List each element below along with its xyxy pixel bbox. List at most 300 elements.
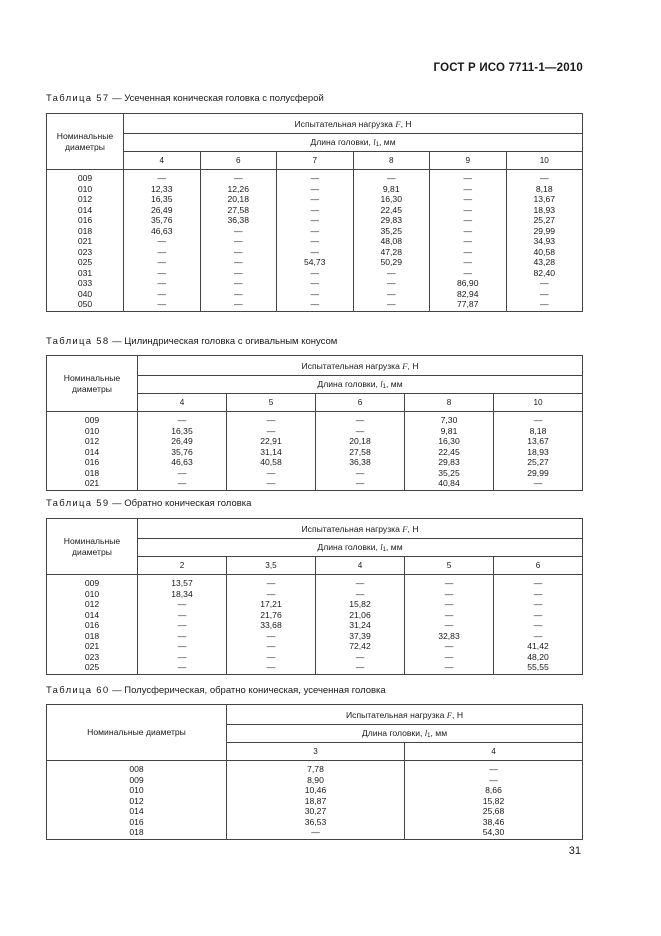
value-cell: — [506, 170, 583, 184]
value-cell: — [405, 589, 494, 600]
value-cell: — [277, 170, 354, 184]
diameter-cell: 018 [47, 226, 124, 237]
diameter-cell: 014 [47, 806, 227, 817]
length-header-subscript: 1 [427, 733, 431, 739]
length-header-unit: , мм [379, 137, 396, 147]
value-cell: — [277, 268, 354, 279]
value-cell: — [200, 226, 277, 237]
load-header-unit: , Н [452, 709, 464, 720]
value-cell: 35,76 [124, 215, 201, 226]
value-cell: 54,30 [405, 827, 583, 839]
value-cell: — [227, 468, 316, 479]
load-header-unit: , Н [407, 360, 419, 371]
value-cell: 22,45 [405, 447, 494, 458]
value-cell: — [353, 170, 430, 184]
value-cell: 18,87 [227, 796, 405, 807]
table-row [47, 257, 583, 268]
table-row [47, 447, 583, 458]
data-table [46, 355, 583, 491]
column-header: 4 [316, 557, 405, 575]
value-cell: — [494, 412, 583, 426]
value-cell: — [494, 575, 583, 589]
value-cell: — [200, 247, 277, 258]
value-cell: 38,46 [405, 817, 583, 828]
value-cell: — [227, 426, 316, 437]
value-cell: 29,99 [494, 468, 583, 479]
value-cell: 48,08 [353, 236, 430, 247]
value-cell: 20,18 [316, 436, 405, 447]
length-header-text: Длина головки, [317, 542, 381, 552]
value-cell: — [316, 589, 405, 600]
value-cell: — [494, 610, 583, 621]
value-cell: 27,58 [316, 447, 405, 458]
column-header: 9 [430, 152, 507, 170]
diameter-cell: 014 [47, 610, 138, 621]
value-cell: — [138, 620, 227, 631]
value-cell: — [430, 205, 507, 216]
value-cell: 46,63 [124, 226, 201, 237]
value-cell: 8,18 [494, 426, 583, 437]
value-cell: — [138, 468, 227, 479]
table-row [47, 610, 583, 621]
length-header-text: Длина головки, [310, 137, 374, 147]
load-header-symbol: F [395, 118, 401, 129]
diameter-cell: 033 [47, 278, 124, 289]
value-cell: — [277, 205, 354, 216]
value-cell: 15,82 [316, 599, 405, 610]
value-cell: — [430, 170, 507, 184]
value-cell: 29,83 [405, 457, 494, 468]
value-cell: — [405, 599, 494, 610]
table-row [47, 775, 583, 786]
value-cell: — [494, 589, 583, 600]
value-cell: — [506, 289, 583, 300]
value-cell: 15,82 [405, 796, 583, 807]
value-cell: — [200, 289, 277, 300]
column-header: 8 [353, 152, 430, 170]
value-cell: 13,67 [494, 436, 583, 447]
table-row [47, 278, 583, 289]
length-header-symbol: l [424, 728, 428, 738]
diameter-cell: 018 [47, 827, 227, 839]
value-cell: — [405, 761, 583, 775]
value-cell: — [138, 478, 227, 490]
column-header: 10 [506, 152, 583, 170]
value-cell: 20,18 [200, 194, 277, 205]
data-table [46, 704, 583, 840]
table-row [47, 426, 583, 437]
value-cell: 17,21 [227, 599, 316, 610]
diameter-cell: 008 [47, 761, 227, 775]
value-cell: — [277, 289, 354, 300]
load-header-symbol: F [446, 709, 453, 720]
value-cell: 31,14 [227, 447, 316, 458]
table-row [47, 205, 583, 216]
value-cell: — [200, 268, 277, 279]
diameter-header: Номинальные диаметры [47, 114, 124, 170]
value-cell: 7,78 [227, 761, 405, 775]
diameter-cell: 018 [47, 468, 138, 479]
value-cell: — [200, 278, 277, 289]
value-cell: — [200, 236, 277, 247]
value-cell: 8,66 [405, 785, 583, 796]
value-cell: — [200, 257, 277, 268]
value-cell: 27,58 [200, 205, 277, 216]
value-cell: — [277, 184, 354, 195]
value-cell: — [494, 478, 583, 490]
value-cell: — [277, 299, 354, 311]
diameter-cell: 012 [47, 599, 138, 610]
value-cell: — [227, 641, 316, 652]
value-cell: 8,90 [227, 775, 405, 786]
value-cell: — [405, 610, 494, 621]
value-cell: 7,30 [405, 412, 494, 426]
value-cell: — [405, 575, 494, 589]
table-row [47, 662, 583, 674]
diameter-cell: 010 [47, 184, 124, 195]
load-header-symbol: F [402, 523, 408, 534]
value-cell: — [138, 610, 227, 621]
value-cell: — [124, 257, 201, 268]
value-cell: 8,18 [506, 184, 583, 195]
diameter-cell: 023 [47, 652, 138, 663]
value-cell: — [494, 599, 583, 610]
table-row [47, 641, 583, 652]
column-header: 6 [316, 394, 405, 412]
value-cell: — [200, 299, 277, 311]
column-header: 3,5 [227, 557, 316, 575]
value-cell: — [277, 215, 354, 226]
value-cell: — [138, 412, 227, 426]
value-cell: 9,81 [353, 184, 430, 195]
table-row [47, 268, 583, 279]
value-cell: 26,49 [138, 436, 227, 447]
length-header-text: Длина головки, [317, 379, 381, 389]
value-cell: — [277, 226, 354, 237]
value-cell: — [227, 478, 316, 490]
diameter-cell: 021 [47, 478, 138, 490]
length-header [124, 134, 583, 152]
diameter-cell: 025 [47, 662, 138, 674]
value-cell: 36,38 [200, 215, 277, 226]
diameter-cell: 014 [47, 447, 138, 458]
table-row [47, 457, 583, 468]
value-cell: — [430, 194, 507, 205]
value-cell: — [277, 236, 354, 247]
value-cell: — [405, 775, 583, 786]
value-cell: — [353, 278, 430, 289]
value-cell: 47,28 [353, 247, 430, 258]
value-cell: — [405, 652, 494, 663]
value-cell: — [494, 631, 583, 642]
value-cell: — [227, 575, 316, 589]
value-cell: — [138, 641, 227, 652]
value-cell: 22,91 [227, 436, 316, 447]
length-header-unit: , мм [430, 728, 448, 738]
value-cell: 35,25 [353, 226, 430, 237]
diameter-cell: 016 [47, 817, 227, 828]
column-header: 10 [494, 394, 583, 412]
table-row [47, 761, 583, 775]
diameter-cell: 009 [47, 412, 138, 426]
table-row [47, 215, 583, 226]
value-cell: 29,83 [353, 215, 430, 226]
value-cell: 18,93 [494, 447, 583, 458]
diameter-cell: 012 [47, 194, 124, 205]
diameter-header: Номинальные диаметры [47, 705, 227, 761]
length-header-unit: , мм [386, 542, 403, 552]
diameter-cell: 012 [47, 796, 227, 807]
table-caption-title: — Усеченная коническая головка с полусферой [109, 93, 324, 104]
value-cell: — [277, 278, 354, 289]
diameter-cell: 016 [47, 215, 124, 226]
load-header-text: Испытательная нагрузка [345, 709, 447, 720]
table-caption-label: Таблица 59 [46, 498, 110, 509]
value-cell: 77,87 [430, 299, 507, 311]
load-header-text: Испытательная нагрузка [294, 118, 396, 129]
diameter-cell: 016 [47, 457, 138, 468]
column-header: 3 [227, 743, 405, 761]
column-header: 5 [405, 557, 494, 575]
value-cell: 54,73 [277, 257, 354, 268]
diameter-cell: 021 [47, 641, 138, 652]
value-cell: — [227, 652, 316, 663]
table-row [47, 194, 583, 205]
value-cell: — [353, 268, 430, 279]
length-header-text: Длина головки, [361, 728, 425, 738]
table-row [47, 226, 583, 237]
value-cell: 21,06 [316, 610, 405, 621]
value-cell: — [316, 426, 405, 437]
length-header [227, 725, 583, 743]
table-row [47, 589, 583, 600]
diameter-cell: 014 [47, 205, 124, 216]
value-cell: — [277, 247, 354, 258]
table-row [47, 247, 583, 258]
length-header-subscript: 1 [382, 384, 387, 390]
table-row [47, 575, 583, 589]
value-cell: — [316, 662, 405, 674]
value-cell: 29,99 [506, 226, 583, 237]
load-header-text: Испытательная нагрузка [301, 523, 403, 534]
value-cell: — [430, 268, 507, 279]
value-cell: — [124, 278, 201, 289]
value-cell: — [353, 299, 430, 311]
value-cell: 18,93 [506, 205, 583, 216]
table-row [47, 620, 583, 631]
load-header-text: Испытательная нагрузка [301, 360, 403, 371]
diameter-cell: 018 [47, 631, 138, 642]
table-caption-title: — Цилиндрическая головка с огивальным конусом [109, 336, 338, 347]
length-header-subscript: 1 [382, 547, 387, 553]
value-cell: 41,42 [494, 641, 583, 652]
value-cell: 25,68 [405, 806, 583, 817]
data-table [46, 113, 583, 312]
value-cell: — [316, 478, 405, 490]
value-cell: 35,25 [405, 468, 494, 479]
diameter-cell: 021 [47, 236, 124, 247]
load-header-unit: , Н [407, 523, 419, 534]
diameter-header: Номинальные диаметры [47, 519, 138, 575]
table-caption-title: — Обратно коническая головка [109, 498, 252, 509]
load-header [227, 705, 583, 725]
diameter-cell: 016 [47, 620, 138, 631]
diameter-cell: 009 [47, 775, 227, 786]
table-row [47, 631, 583, 642]
table-row [47, 184, 583, 195]
table-caption-label: Таблица 58 [46, 336, 110, 347]
value-cell: 50,29 [353, 257, 430, 268]
length-header [138, 376, 583, 394]
value-cell: — [430, 236, 507, 247]
value-cell: — [227, 589, 316, 600]
diameter-cell: 031 [47, 268, 124, 279]
value-cell: — [353, 289, 430, 300]
load-header [124, 114, 583, 134]
value-cell: 55,55 [494, 662, 583, 674]
diameter-header: Номинальные диаметры [47, 356, 138, 412]
value-cell: — [316, 412, 405, 426]
column-header: 4 [138, 394, 227, 412]
table-row [47, 299, 583, 311]
load-header [138, 356, 583, 376]
load-header [138, 519, 583, 539]
value-cell: 22,45 [353, 205, 430, 216]
diameter-cell: 010 [47, 589, 138, 600]
value-cell: 40,58 [227, 457, 316, 468]
length-header-symbol: l [380, 379, 383, 389]
length-header-symbol: l [373, 137, 376, 147]
table-row [47, 817, 583, 828]
value-cell: 36,38 [316, 457, 405, 468]
value-cell: — [124, 289, 201, 300]
column-header: 8 [405, 394, 494, 412]
value-cell: 25,27 [494, 457, 583, 468]
value-cell: — [138, 662, 227, 674]
value-cell: — [405, 662, 494, 674]
document-header: ГОСТ Р ИСО 7711-1—2010 [433, 62, 583, 74]
table-row [47, 170, 583, 184]
value-cell: — [138, 599, 227, 610]
value-cell: — [430, 257, 507, 268]
page-number: 31 [568, 845, 581, 857]
value-cell: — [430, 215, 507, 226]
value-cell: 33,68 [227, 620, 316, 631]
value-cell: — [138, 652, 227, 663]
value-cell: — [506, 278, 583, 289]
diameter-cell: 023 [47, 247, 124, 258]
value-cell: 12,33 [124, 184, 201, 195]
diameter-cell: 010 [47, 785, 227, 796]
table-row [47, 478, 583, 490]
column-header: 6 [494, 557, 583, 575]
value-cell: — [405, 641, 494, 652]
table-caption-label: Таблица 57 [46, 93, 110, 104]
diameter-cell: 050 [47, 299, 124, 311]
table-caption [46, 336, 337, 347]
value-cell: 43,28 [506, 257, 583, 268]
value-cell: — [124, 299, 201, 311]
value-cell: 26,49 [124, 205, 201, 216]
length-header-unit: , мм [386, 379, 403, 389]
value-cell: 40,58 [506, 247, 583, 258]
value-cell: — [124, 268, 201, 279]
value-cell: — [124, 170, 201, 184]
value-cell: 12,26 [200, 184, 277, 195]
value-cell: 40,84 [405, 478, 494, 490]
diameter-cell: 012 [47, 436, 138, 447]
value-cell: — [316, 652, 405, 663]
value-cell: 46,63 [138, 457, 227, 468]
value-cell: 16,30 [405, 436, 494, 447]
value-cell: 37,39 [316, 631, 405, 642]
table-row [47, 412, 583, 426]
value-cell: — [277, 194, 354, 205]
column-header: 4 [405, 743, 583, 761]
value-cell: — [316, 468, 405, 479]
column-header: 2 [138, 557, 227, 575]
value-cell: — [124, 236, 201, 247]
value-cell: — [506, 299, 583, 311]
table-caption-title: — Полусферическая, обратно коническая, усеченная головка [109, 685, 386, 696]
value-cell: — [430, 226, 507, 237]
diameter-cell: 025 [47, 257, 124, 268]
value-cell: 31,24 [316, 620, 405, 631]
value-cell: — [227, 631, 316, 642]
table-caption-label: Таблица 60 [46, 685, 110, 696]
column-header: 6 [200, 152, 277, 170]
column-header: 7 [277, 152, 354, 170]
value-cell: 16,30 [353, 194, 430, 205]
diameter-cell: 009 [47, 575, 138, 589]
value-cell: — [430, 184, 507, 195]
value-cell: — [138, 631, 227, 642]
table-row [47, 289, 583, 300]
value-cell: 30,27 [227, 806, 405, 817]
value-cell: 32,83 [405, 631, 494, 642]
value-cell: — [124, 247, 201, 258]
value-cell: 48,20 [494, 652, 583, 663]
value-cell: 16,35 [138, 426, 227, 437]
value-cell: 18,34 [138, 589, 227, 600]
diameter-cell: 040 [47, 289, 124, 300]
value-cell: — [227, 662, 316, 674]
table-row [47, 806, 583, 817]
value-cell: — [494, 620, 583, 631]
value-cell: — [200, 170, 277, 184]
data-table [46, 518, 583, 675]
value-cell: 13,57 [138, 575, 227, 589]
value-cell: 9,81 [405, 426, 494, 437]
table-caption [46, 498, 251, 509]
value-cell: 21,76 [227, 610, 316, 621]
table-row [47, 796, 583, 807]
table-row [47, 785, 583, 796]
value-cell: 72,42 [316, 641, 405, 652]
table-row [47, 236, 583, 247]
value-cell: 36,53 [227, 817, 405, 828]
value-cell: 82,40 [506, 268, 583, 279]
value-cell: 35,76 [138, 447, 227, 458]
value-cell: — [405, 620, 494, 631]
table-row [47, 468, 583, 479]
diameter-cell: 010 [47, 426, 138, 437]
table-caption [46, 93, 324, 104]
value-cell: 34,93 [506, 236, 583, 247]
length-header-subscript: 1 [375, 142, 380, 148]
load-header-unit: , Н [400, 118, 412, 129]
column-header: 4 [124, 152, 201, 170]
